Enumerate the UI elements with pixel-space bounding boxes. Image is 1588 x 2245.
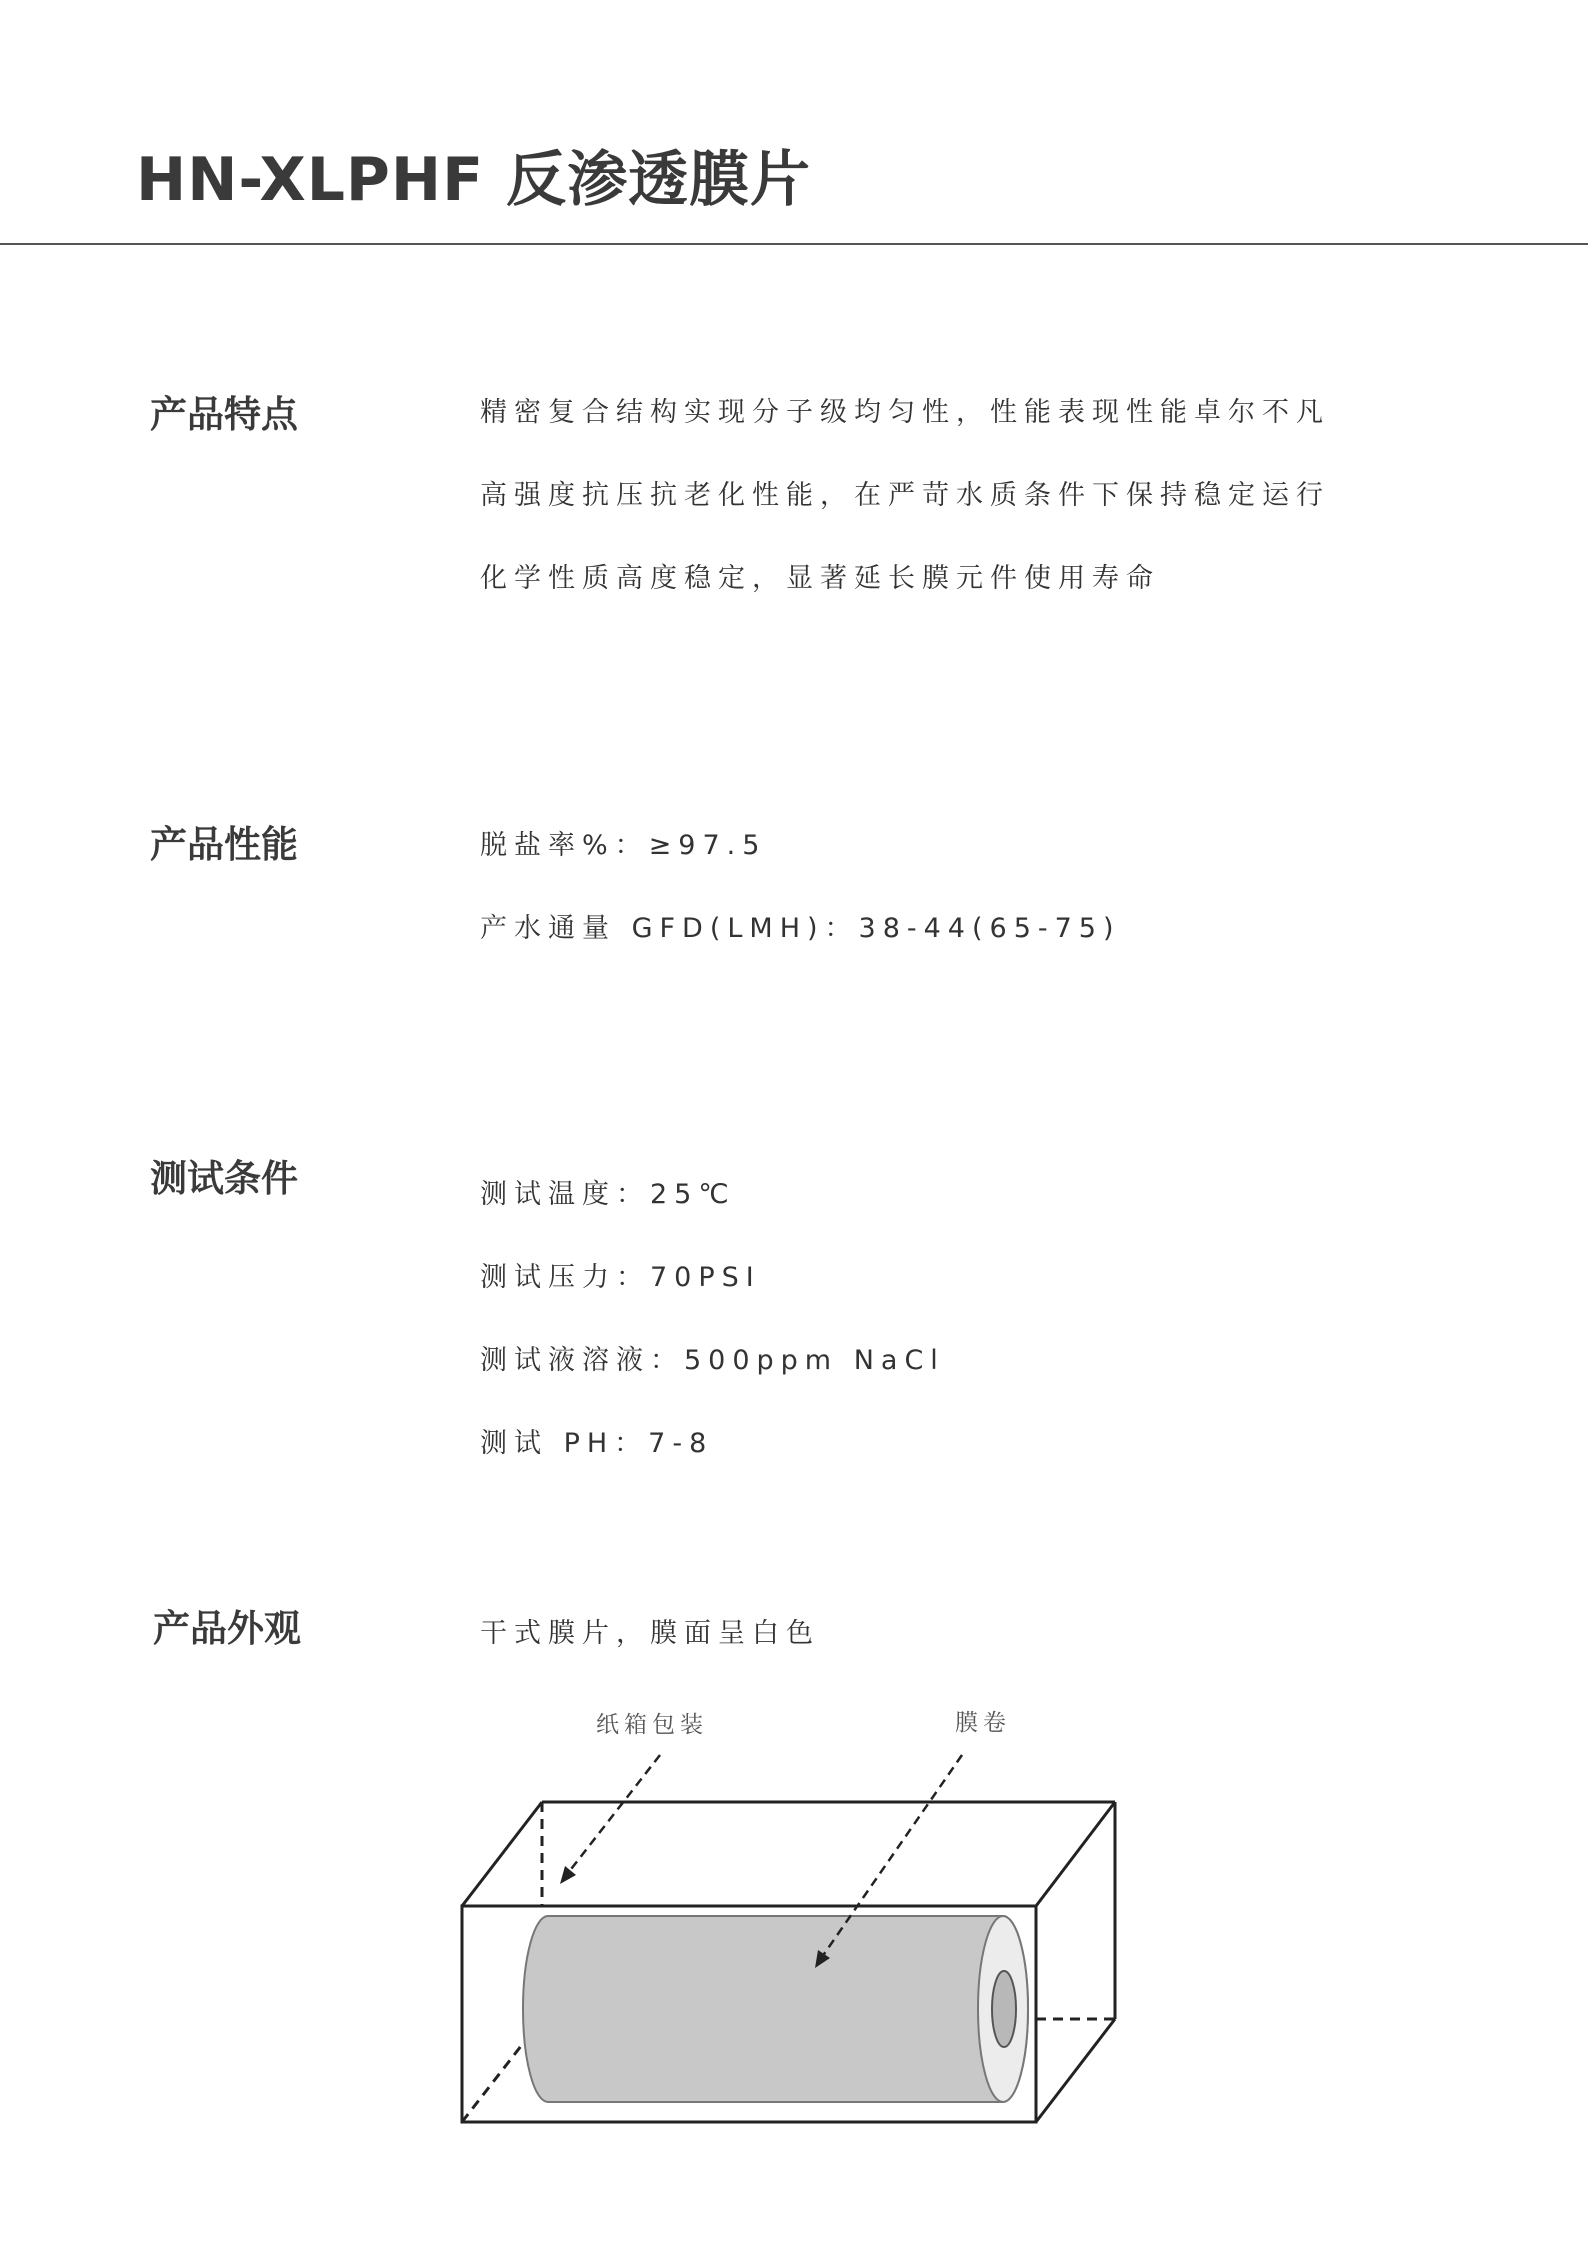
test-condition-line: 测试 PH：7-8 [480,1428,714,1459]
section-title-performance: 产品性能 [150,823,298,866]
membrane-roll-body [523,1916,1028,2102]
box-top-left-edge [462,1802,542,1906]
box-top-right-edge [1036,1802,1115,1906]
feature-line: 高强度抗压抗老化性能，在严苛水质条件下保持稳定运行 [480,480,1330,511]
section-title-features: 产品特点 [150,393,298,436]
page-title: HN-XLPHF 反渗透膜片 [136,145,811,215]
box-label: 纸箱包装 [596,1712,708,1738]
box-bottom-right-edge [1036,2019,1115,2122]
performance-line: 脱盐率%：≥97.5 [480,830,767,861]
box-pointer-arrowhead [560,1866,576,1884]
performance-line: 产水通量 GFD(LMH)：38-44(65-75) [480,913,1121,944]
box-pointer-line [568,1755,660,1873]
feature-line: 化学性质高度稳定，显著延长膜元件使用寿命 [480,563,1160,594]
roll-label: 膜卷 [955,1710,1011,1736]
test-condition-line: 测试温度：25℃ [480,1179,736,1210]
section-title-test-conditions: 测试条件 [150,1157,298,1200]
appearance-line: 干式膜片，膜面呈白色 [480,1618,820,1649]
section-title-appearance: 产品外观 [153,1607,301,1650]
test-condition-line: 测试液溶液：500ppm NaCl [480,1345,945,1376]
test-condition-line: 测试压力：70PSI [480,1262,761,1293]
feature-line: 精密复合结构实现分子级均匀性，性能表现性能卓尔不凡 [480,397,1330,428]
membrane-roll-core [992,1971,1016,2047]
